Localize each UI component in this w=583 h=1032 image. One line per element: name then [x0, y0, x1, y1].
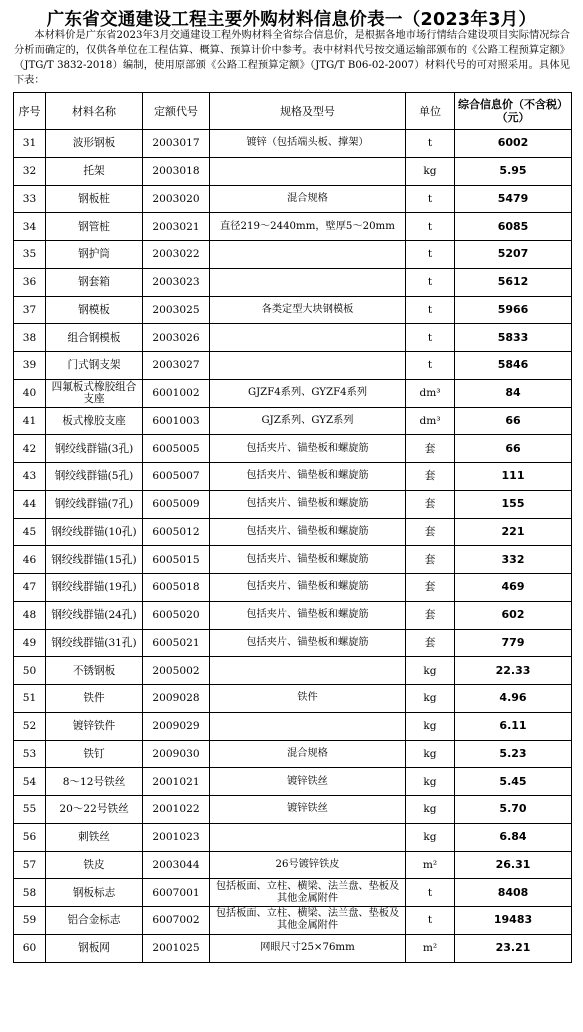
cell-spec: [210, 823, 406, 851]
cell-price: 5207: [455, 241, 572, 269]
table-row: [14, 296, 572, 324]
cell-unit: t: [406, 185, 455, 213]
cell-price: 5.70: [455, 796, 572, 824]
page-title: 广东省交通建设工程主要外购材料信息价表一（2023年3月）: [46, 10, 537, 30]
cell-unit: dm³: [406, 407, 455, 435]
cell-code: 6007002: [143, 907, 210, 935]
cell-seq: 37: [14, 296, 46, 324]
cell-spec: [210, 157, 406, 185]
cell-spec: 直径219～2440mm，壁厚5～20mm: [210, 213, 406, 241]
table-row: [14, 324, 572, 352]
cell-name: 钢板网: [46, 934, 143, 962]
cell-price: 84: [455, 379, 572, 407]
cell-seq: 54: [14, 768, 46, 796]
cell-spec: 包括夹片、锚垫板和螺旋筋: [210, 518, 406, 546]
cell-code: 2003044: [143, 851, 210, 879]
table-row: [14, 490, 572, 518]
cell-code: 2003027: [143, 352, 210, 380]
cell-price: 5846: [455, 352, 572, 380]
cell-spec: 网眼尺寸25×76mm: [210, 934, 406, 962]
cell-seq: 39: [14, 352, 46, 380]
table-row: [14, 546, 572, 574]
cell-unit: t: [406, 324, 455, 352]
cell-seq: 59: [14, 907, 46, 935]
table-row: [14, 685, 572, 713]
table-row: [14, 907, 572, 935]
cell-unit: t: [406, 879, 455, 907]
table-row: [14, 213, 572, 241]
cell-name: 钢板桩: [46, 185, 143, 213]
intro-note: [14, 28, 570, 88]
cell-seq: 49: [14, 629, 46, 657]
cell-code: 6005005: [143, 435, 210, 463]
cell-name: 铝合金标志: [46, 907, 143, 935]
cell-seq: 47: [14, 574, 46, 602]
cell-price: 5833: [455, 324, 572, 352]
cell-seq: 52: [14, 712, 46, 740]
cell-price: 8408: [455, 879, 572, 907]
cell-seq: 48: [14, 601, 46, 629]
cell-name: 钢护筒: [46, 241, 143, 269]
cell-name: 刺铁丝: [46, 823, 143, 851]
cell-code: 6005012: [143, 518, 210, 546]
table-row: [14, 740, 572, 768]
cell-price: 66: [455, 435, 572, 463]
cell-unit: kg: [406, 657, 455, 685]
table-row: [14, 130, 572, 158]
cell-price: 111: [455, 463, 572, 491]
cell-code: 2001021: [143, 768, 210, 796]
table-row: [14, 823, 572, 851]
cell-name: 板式橡胶支座: [46, 407, 143, 435]
cell-code: 2003025: [143, 296, 210, 324]
cell-price: 6002: [455, 130, 572, 158]
cell-unit: t: [406, 213, 455, 241]
cell-price: 6.11: [455, 712, 572, 740]
table-row: [14, 851, 572, 879]
cell-name: 钢模板: [46, 296, 143, 324]
cell-name: 组合钢模板: [46, 324, 143, 352]
cell-spec: 包括板面、立柱、横梁、法兰盘、垫板及其他金属附件: [210, 879, 406, 907]
cell-unit: 套: [406, 546, 455, 574]
table-row: [14, 241, 572, 269]
cell-price: 6.84: [455, 823, 572, 851]
cell-price: 155: [455, 490, 572, 518]
cell-unit: 套: [406, 601, 455, 629]
cell-name: 钢套箱: [46, 268, 143, 296]
cell-name: 钢绞线群锚(15孔): [46, 546, 143, 574]
cell-unit: t: [406, 241, 455, 269]
cell-price: 779: [455, 629, 572, 657]
cell-name: 波形钢板: [46, 130, 143, 158]
cell-seq: 45: [14, 518, 46, 546]
cell-unit: m²: [406, 851, 455, 879]
cell-spec: [210, 657, 406, 685]
cell-code: 2003023: [143, 268, 210, 296]
cell-price: 602: [455, 601, 572, 629]
cell-unit: t: [406, 907, 455, 935]
cell-spec: 镀锌铁丝: [210, 796, 406, 824]
cell-name: 钢板标志: [46, 879, 143, 907]
cell-spec: 镀锌（包括端头板、撑架）: [210, 130, 406, 158]
cell-spec: 混合规格: [210, 185, 406, 213]
cell-unit: kg: [406, 768, 455, 796]
cell-price: 5.95: [455, 157, 572, 185]
cell-unit: kg: [406, 712, 455, 740]
cell-name: 钢管桩: [46, 213, 143, 241]
cell-unit: 套: [406, 463, 455, 491]
cell-code: 2003020: [143, 185, 210, 213]
cell-unit: 套: [406, 518, 455, 546]
cell-unit: kg: [406, 157, 455, 185]
materials-price-table: [13, 92, 572, 963]
cell-name: 铁皮: [46, 851, 143, 879]
cell-seq: 35: [14, 241, 46, 269]
table-header-row: [14, 93, 572, 130]
table-row: [14, 463, 572, 491]
cell-spec: [210, 241, 406, 269]
table-row: [14, 407, 572, 435]
cell-spec: [210, 352, 406, 380]
cell-spec: 铁件: [210, 685, 406, 713]
cell-code: 2003026: [143, 324, 210, 352]
intro-paragraph: 本材料价是广东省2023年3月交通建设工程外购材料全省综合信息价，是根据各地市场行情结合建设项目实际情况综合分析而确定的，仅供各单位在工程估算、概算、预算计价中参考。表中材料代号按交通运输部颁布的《公路工程预算定额》（JTG/T 3832-2018）编制，使用原部颁《公路工程预算定额》（JTG/T B06-02-2007）材料代号的可对照采用。具体见下表：: [14, 30, 570, 86]
cell-code: 6001003: [143, 407, 210, 435]
cell-code: 6005007: [143, 463, 210, 491]
header-unit: 单位: [406, 93, 455, 130]
cell-unit: kg: [406, 823, 455, 851]
table-row: [14, 268, 572, 296]
cell-price: 19483: [455, 907, 572, 935]
cell-seq: 60: [14, 934, 46, 962]
cell-seq: 40: [14, 379, 46, 407]
cell-spec: [210, 268, 406, 296]
cell-seq: 42: [14, 435, 46, 463]
cell-name: 钢绞线群锚(7孔): [46, 490, 143, 518]
cell-spec: [210, 324, 406, 352]
table-row: [14, 601, 572, 629]
cell-unit: 套: [406, 435, 455, 463]
cell-seq: 57: [14, 851, 46, 879]
cell-price: 6085: [455, 213, 572, 241]
cell-name: 钢绞线群锚(3孔): [46, 435, 143, 463]
cell-unit: kg: [406, 796, 455, 824]
cell-unit: t: [406, 268, 455, 296]
cell-name: 铁钉: [46, 740, 143, 768]
cell-spec: [210, 712, 406, 740]
cell-seq: 51: [14, 685, 46, 713]
header-code: 定额代号: [143, 93, 210, 130]
cell-name: 钢绞线群锚(19孔): [46, 574, 143, 602]
cell-spec: 包括夹片、锚垫板和螺旋筋: [210, 490, 406, 518]
cell-code: 2001023: [143, 823, 210, 851]
cell-unit: m²: [406, 934, 455, 962]
cell-price: 5.45: [455, 768, 572, 796]
cell-seq: 33: [14, 185, 46, 213]
cell-code: 2003022: [143, 241, 210, 269]
cell-code: 6005020: [143, 601, 210, 629]
cell-code: 6005021: [143, 629, 210, 657]
cell-name: 铁件: [46, 685, 143, 713]
cell-code: 6001002: [143, 379, 210, 407]
cell-name: 四氟板式橡胶组合支座: [46, 379, 143, 407]
cell-code: 6007001: [143, 879, 210, 907]
cell-spec: 混合规格: [210, 740, 406, 768]
table-row: [14, 796, 572, 824]
cell-seq: 44: [14, 490, 46, 518]
cell-seq: 31: [14, 130, 46, 158]
cell-code: 6005018: [143, 574, 210, 602]
cell-spec: GJZF4系列、GYZF4系列: [210, 379, 406, 407]
cell-seq: 32: [14, 157, 46, 185]
cell-seq: 53: [14, 740, 46, 768]
cell-name: 不锈钢板: [46, 657, 143, 685]
cell-code: 2003017: [143, 130, 210, 158]
table-row: [14, 435, 572, 463]
cell-spec: 包括夹片、锚垫板和螺旋筋: [210, 435, 406, 463]
cell-name: 钢绞线群锚(31孔): [46, 629, 143, 657]
cell-name: 钢绞线群锚(24孔): [46, 601, 143, 629]
cell-price: 332: [455, 546, 572, 574]
cell-price: 5.23: [455, 740, 572, 768]
cell-spec: 镀锌铁丝: [210, 768, 406, 796]
table-row: [14, 629, 572, 657]
cell-spec: 包括夹片、锚垫板和螺旋筋: [210, 629, 406, 657]
cell-seq: 58: [14, 879, 46, 907]
cell-price: 4.96: [455, 685, 572, 713]
cell-spec: 包括夹片、锚垫板和螺旋筋: [210, 601, 406, 629]
cell-name: 钢绞线群锚(5孔): [46, 463, 143, 491]
header-seq: 序号: [14, 93, 46, 130]
table-row: [14, 712, 572, 740]
cell-spec: 包括夹片、锚垫板和螺旋筋: [210, 463, 406, 491]
table-row: [14, 352, 572, 380]
cell-price: 26.31: [455, 851, 572, 879]
cell-name: 8～12号铁丝: [46, 768, 143, 796]
cell-unit: kg: [406, 740, 455, 768]
cell-unit: 套: [406, 574, 455, 602]
cell-price: 5966: [455, 296, 572, 324]
cell-unit: 套: [406, 629, 455, 657]
cell-code: 2009028: [143, 685, 210, 713]
cell-code: 2009030: [143, 740, 210, 768]
table-row: [14, 157, 572, 185]
cell-seq: 46: [14, 546, 46, 574]
cell-unit: dm³: [406, 379, 455, 407]
cell-code: 2001022: [143, 796, 210, 824]
cell-unit: kg: [406, 685, 455, 713]
cell-unit: t: [406, 352, 455, 380]
header-name: 材料名称: [46, 93, 143, 130]
cell-seq: 38: [14, 324, 46, 352]
cell-price: 23.21: [455, 934, 572, 962]
cell-price: 469: [455, 574, 572, 602]
cell-code: 2003018: [143, 157, 210, 185]
cell-name: 20～22号铁丝: [46, 796, 143, 824]
cell-name: 镀锌铁件: [46, 712, 143, 740]
cell-name: 钢绞线群锚(10孔): [46, 518, 143, 546]
cell-spec: 各类定型大块钢模板: [210, 296, 406, 324]
cell-price: 22.33: [455, 657, 572, 685]
cell-spec: 26号镀锌铁皮: [210, 851, 406, 879]
cell-spec: 包括板面、立柱、横梁、法兰盘、垫板及其他金属附件: [210, 907, 406, 935]
cell-name: 门式钢支架: [46, 352, 143, 380]
cell-price: 221: [455, 518, 572, 546]
cell-price: 5612: [455, 268, 572, 296]
table-row: [14, 934, 572, 962]
cell-seq: 34: [14, 213, 46, 241]
cell-code: 2005002: [143, 657, 210, 685]
cell-price: 5479: [455, 185, 572, 213]
cell-code: 6005015: [143, 546, 210, 574]
table-row: [14, 879, 572, 907]
header-price: 综合信息价（不含税）（元）: [455, 93, 572, 130]
cell-code: 2009029: [143, 712, 210, 740]
cell-unit: t: [406, 296, 455, 324]
cell-price: 66: [455, 407, 572, 435]
cell-code: 2003021: [143, 213, 210, 241]
cell-spec: GJZ系列、GYZ系列: [210, 407, 406, 435]
cell-unit: 套: [406, 490, 455, 518]
table-body: [14, 130, 572, 963]
cell-seq: 55: [14, 796, 46, 824]
cell-spec: 包括夹片、锚垫板和螺旋筋: [210, 546, 406, 574]
cell-seq: 41: [14, 407, 46, 435]
cell-spec: 包括夹片、锚垫板和螺旋筋: [210, 574, 406, 602]
table-row: [14, 657, 572, 685]
table-row: [14, 518, 572, 546]
table-row: [14, 768, 572, 796]
cell-seq: 50: [14, 657, 46, 685]
cell-seq: 36: [14, 268, 46, 296]
cell-name: 托架: [46, 157, 143, 185]
table-row: [14, 574, 572, 602]
table-row: [14, 185, 572, 213]
cell-seq: 56: [14, 823, 46, 851]
cell-seq: 43: [14, 463, 46, 491]
header-spec: 规格及型号: [210, 93, 406, 130]
cell-unit: t: [406, 130, 455, 158]
table-row: [14, 379, 572, 407]
cell-code: 6005009: [143, 490, 210, 518]
cell-code: 2001025: [143, 934, 210, 962]
